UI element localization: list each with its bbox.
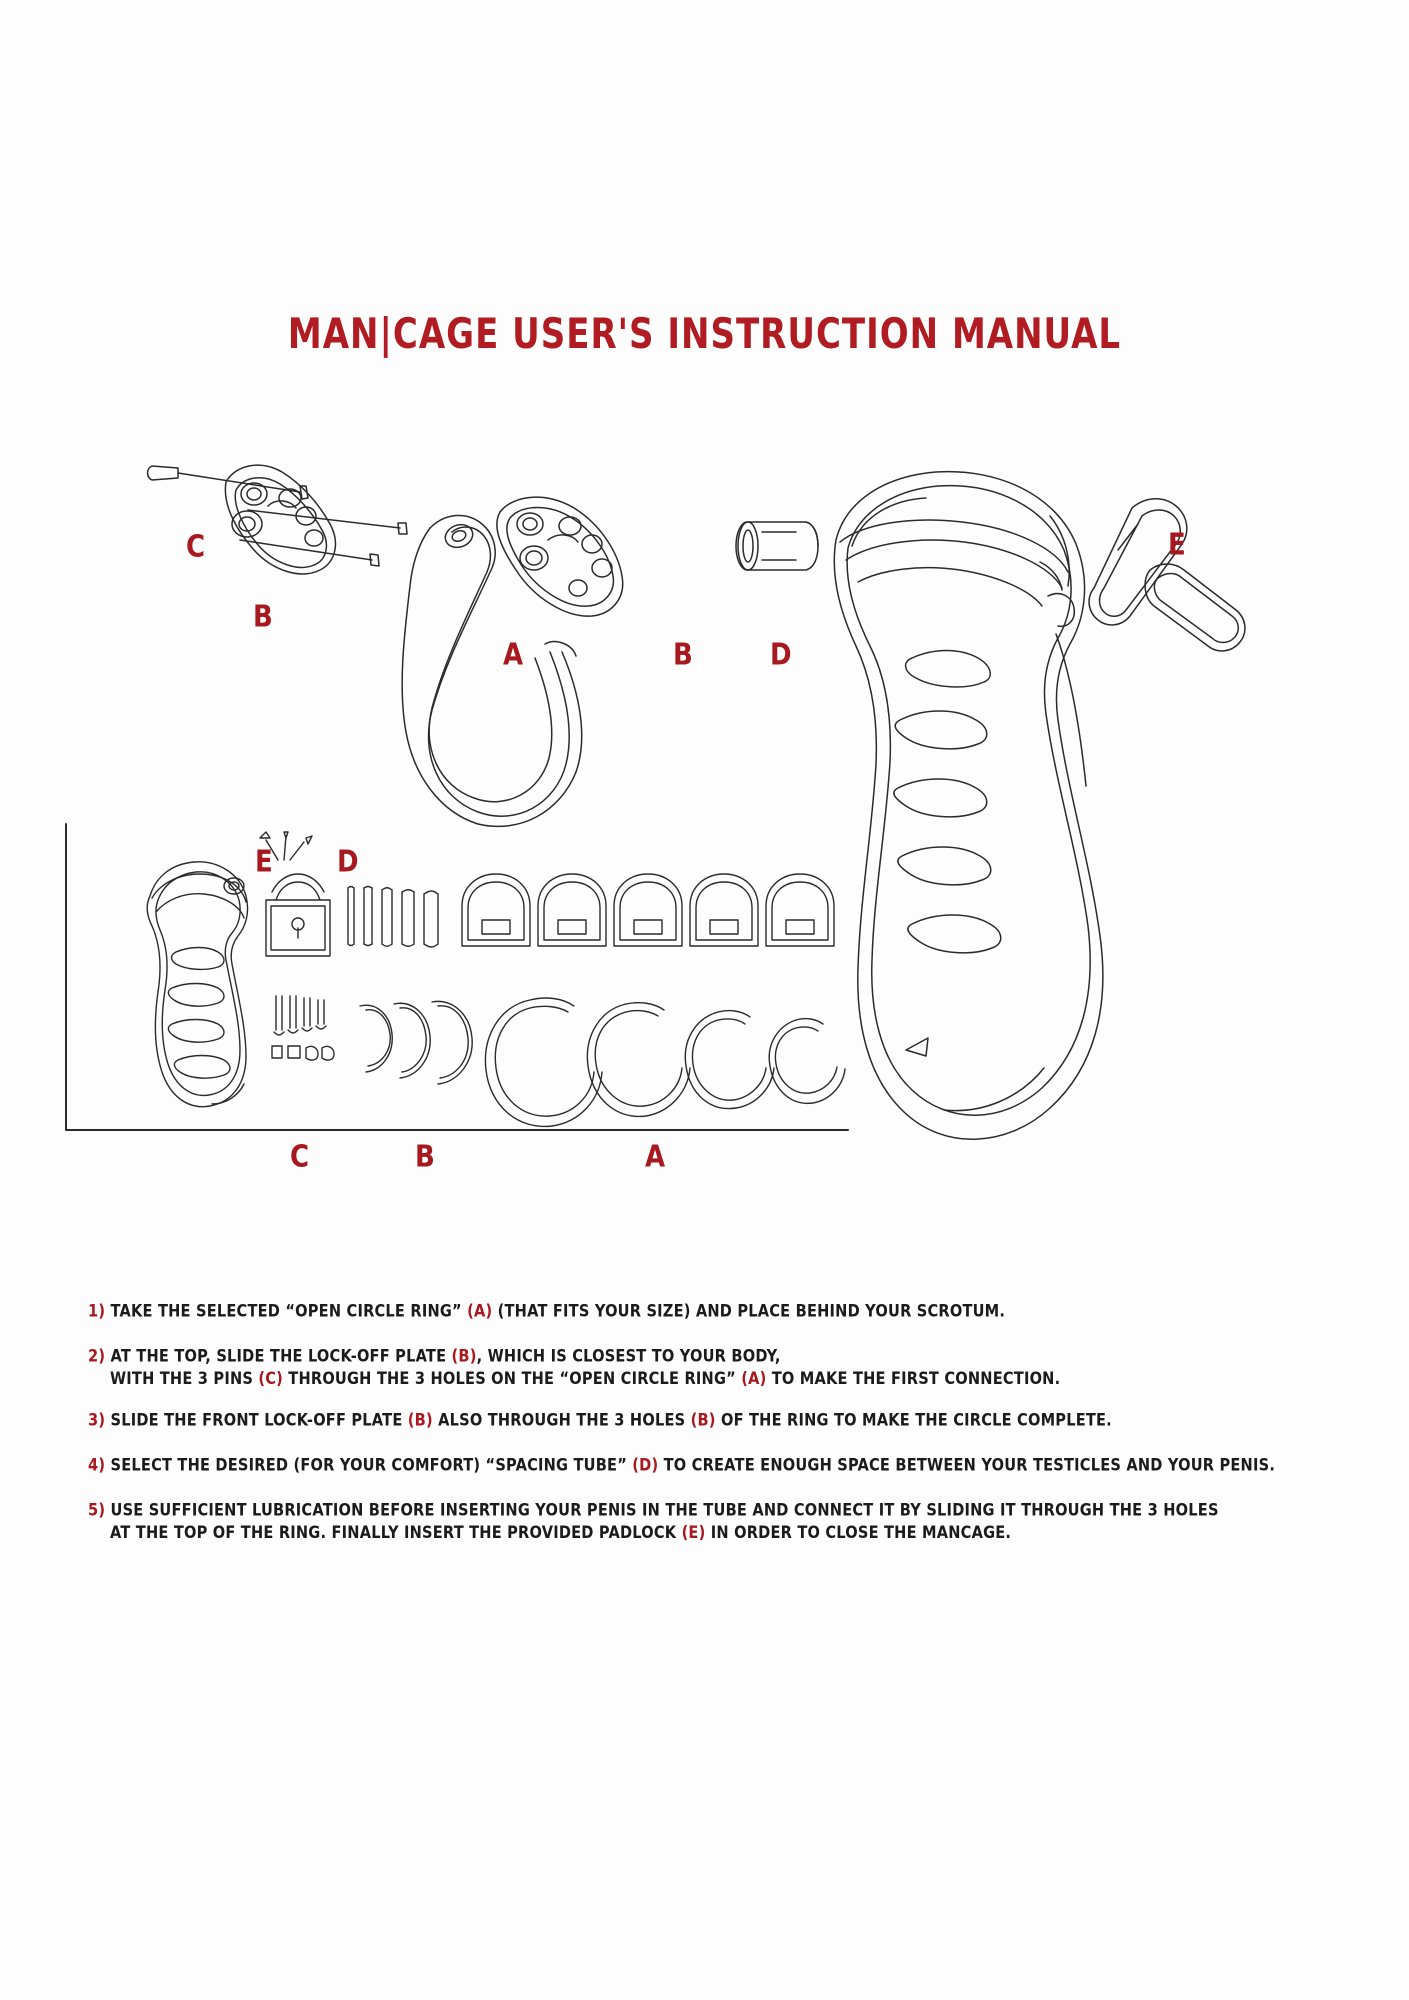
- kit-small-rings-b: [360, 1001, 472, 1084]
- open-circle-ring-a: [402, 515, 582, 826]
- instruction-step-5: [88, 1499, 1318, 1544]
- step-number: 1): [88, 1301, 106, 1322]
- instruction-step-2: [88, 1345, 1318, 1390]
- lock-off-plate-b-right: [497, 497, 623, 616]
- step-text-line2: WITH THE 3 PINS (C) THROUGH THE 3 HOLES ON THE “OPEN CIRCLE RING” (A) TO MAKE THE FIRST CONNECTION.: [110, 1368, 1061, 1389]
- label-d-spacing-tube: D: [770, 638, 792, 673]
- label-b-front-plate: B: [673, 638, 693, 673]
- step-text: USE SUFFICIENT LUBRICATION BEFORE INSERTING YOUR PENIS IN THE TUBE AND CONNECT IT BY SLIDING IT THROUGH THE 3 HOLES: [110, 1500, 1219, 1521]
- step-number: 4): [88, 1455, 106, 1476]
- kit-contents-panel: [60, 820, 880, 1190]
- kit-label-a-rings: A: [645, 1140, 666, 1175]
- label-b-rear-plate: B: [253, 600, 273, 635]
- instruction-step-4: [88, 1454, 1318, 1476]
- kit-pins-c: [272, 996, 334, 1060]
- step-text-line2: AT THE TOP OF THE RING. FINALLY INSERT THE PROVIDED PADLOCK (E) IN ORDER TO CLOSE THE MANCAGE.: [110, 1522, 1012, 1543]
- step-text: AT THE TOP, SLIDE THE LOCK-OFF PLATE (B), WHICH IS CLOSEST TO YOUR BODY,: [110, 1346, 781, 1367]
- kit-cage-small: [147, 862, 247, 1107]
- instruction-step-1: [88, 1300, 1318, 1322]
- step-number: 2): [88, 1346, 106, 1367]
- label-a-ring: A: [503, 638, 524, 673]
- step-text: TAKE THE SELECTED “OPEN CIRCLE RING” (A) (THAT FITS YOUR SIZE) AND PLACE BEHIND YOUR SCROTUM.: [110, 1301, 1006, 1322]
- label-e-padlock: E: [1168, 528, 1186, 563]
- kit-open-circle-rings-a: [485, 998, 845, 1126]
- kit-label-b-plates: B: [415, 1140, 435, 1175]
- step-number: 5): [88, 1500, 106, 1521]
- lock-off-plate-b-left: [225, 465, 335, 574]
- instruction-step-3: [88, 1409, 1318, 1431]
- spacing-tube-d: [736, 522, 818, 570]
- kit-contents-svg: [60, 820, 880, 1190]
- step-text: SLIDE THE FRONT LOCK-OFF PLATE (B) ALSO THROUGH THE 3 HOLES (B) OF THE RING TO MAKE THE CIRCLE COMPLETE.: [110, 1410, 1112, 1431]
- kit-label-c-pins: C: [290, 1140, 310, 1175]
- kit-lock-off-plates-b: [462, 874, 834, 946]
- instruction-steps: [88, 1300, 1318, 1563]
- page-title: MAN|CAGE USER'S INSTRUCTION MANUAL: [287, 310, 1122, 359]
- kit-label-e-padlock: E: [255, 845, 273, 880]
- step-number: 3): [88, 1410, 106, 1431]
- kit-label-d-tubes: D: [337, 845, 359, 880]
- kit-spacing-tubes-d: [348, 887, 438, 948]
- label-c-pins: C: [186, 530, 206, 565]
- step-text: SELECT THE DESIRED (FOR YOUR COMFORT) “SPACING TUBE” (D) TO CREATE ENOUGH SPACE BETWEEN YOUR TESTICLES AND YOUR PENIS.: [110, 1455, 1276, 1476]
- padlock-e: [1089, 499, 1245, 651]
